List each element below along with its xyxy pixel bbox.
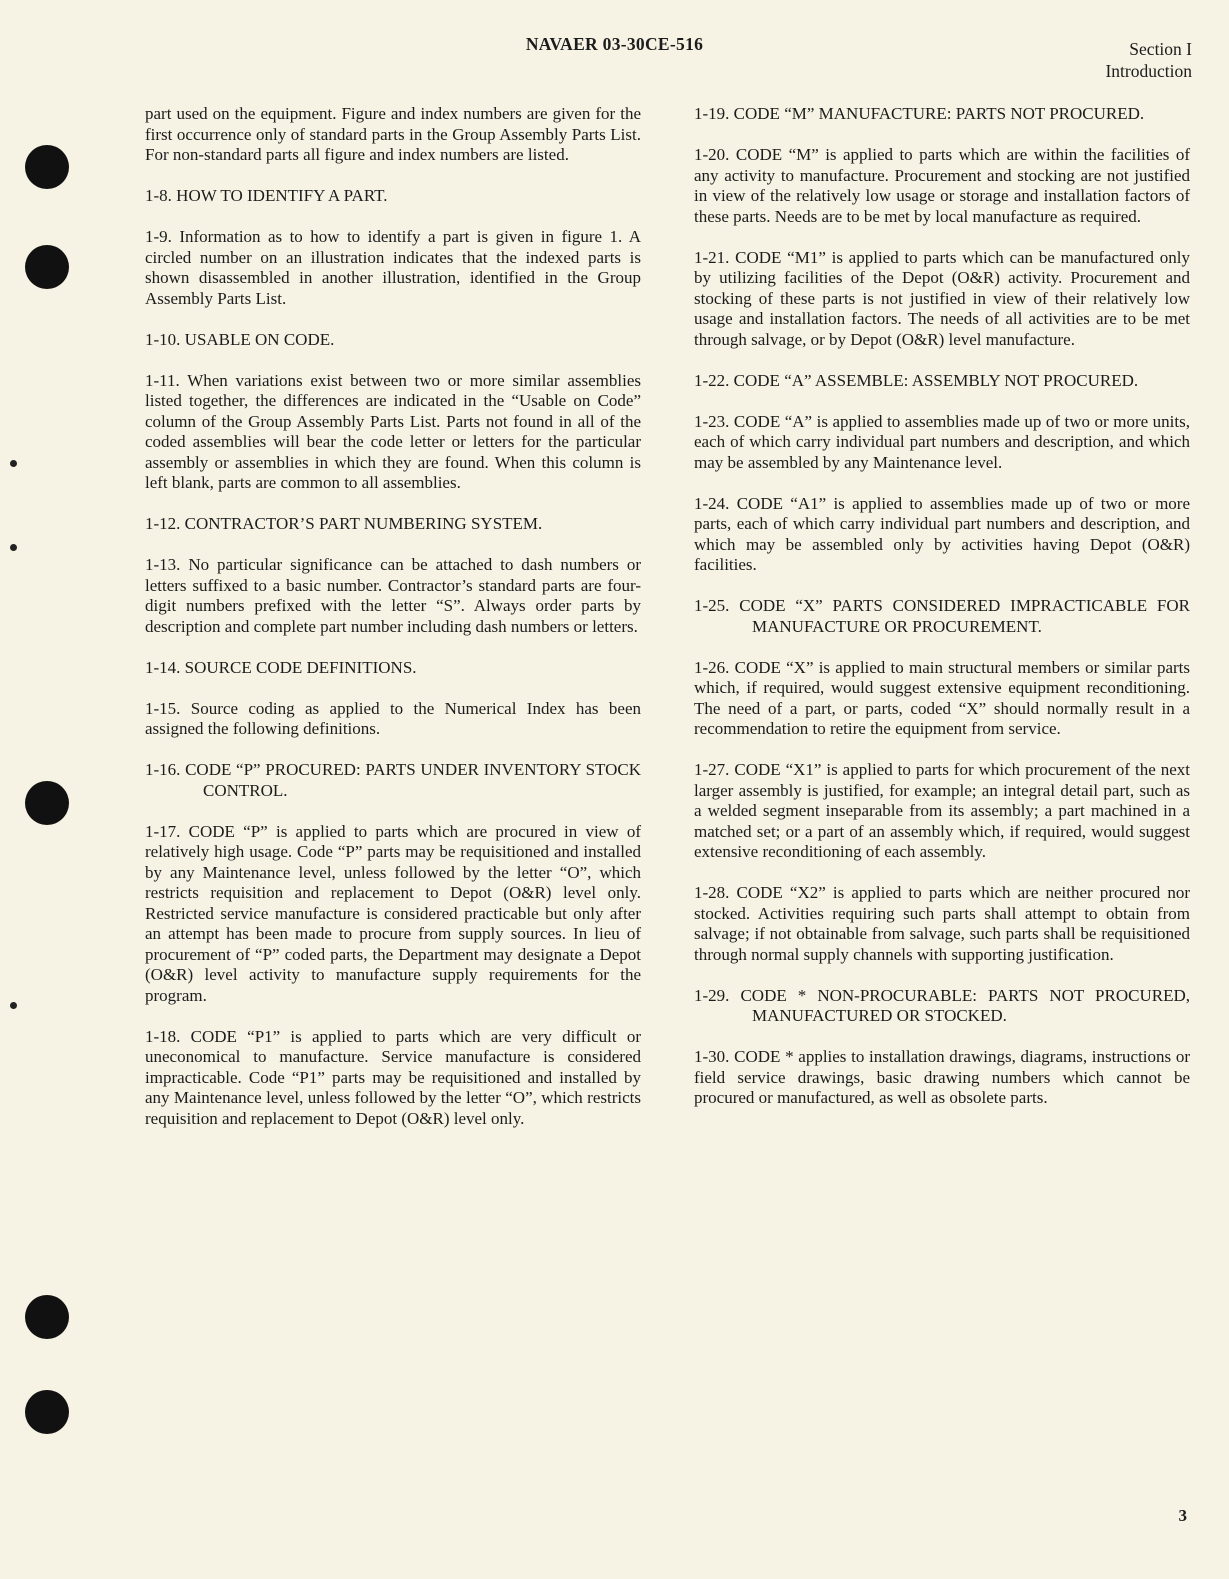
binder-hole bbox=[25, 1390, 69, 1434]
section-title: Introduction bbox=[1105, 61, 1192, 81]
section-label: Section I bbox=[1129, 39, 1192, 59]
section-heading: 1-29. CODE * NON-PROCURABLE: PARTS NOT PROCURED, MANUFACTURED OR STOCKED. bbox=[694, 985, 1190, 1025]
binder-hole bbox=[25, 245, 69, 289]
body-paragraph: 1-21. CODE “M1” is applied to parts which can be manufactured only by utilizing facilities of the Depot (O&R) activity. Procurement and stocking of these parts is not justified in view of their relatively low usage and installation factors. The needs of all activities are to be met through salvage, or by Depot (O&R) level manufacture. bbox=[694, 247, 1190, 349]
body-paragraph: 1-17. CODE “P” is applied to parts which are procured in view of relatively high usage. Code “P” parts may be requisitioned and installed by any Maintenance level, unless followed by the letter “O”, which restricts requisition and replacement to Depot (O&R) level only. Restricted service manufacture is considered practicable but only after an attempt has been made to procure from supply sources. In lieu of procurement of “P” coded parts, the Department may designate a Depot (O&R) level activity to manufacture supply requirements for the program. bbox=[145, 821, 641, 1005]
document-number: NAVAER 03-30CE-516 bbox=[525, 34, 704, 54]
section-heading: 1-16. CODE “P” PROCURED: PARTS UNDER INVENTORY STOCK CONTROL. bbox=[145, 760, 641, 800]
body-paragraph: 1-28. CODE “X2” is applied to parts which are neither procured nor stocked. Activities requiring such parts shall attempt to obtain from salvage; if not obtainable from salvage, such parts shall be requisitioned through normal supply channels with supporting justification. bbox=[694, 883, 1190, 964]
right-column bbox=[694, 104, 1190, 1129]
page-number: 3 bbox=[1178, 1506, 1187, 1525]
section-heading: 1-22. CODE “A” ASSEMBLE: ASSEMBLY NOT PROCURED. bbox=[694, 370, 1139, 390]
body-paragraph: 1-15. Source coding as applied to the Numerical Index has been assigned the following definitions. bbox=[145, 698, 641, 738]
body-paragraph: 1-20. CODE “M” is applied to parts which are within the facilities of any activity to manufacture. Procurement and stocking are not justified in view of the relatively low usage or storage and installation factors of these parts. Needs are to be met by local manufacture as required. bbox=[694, 145, 1190, 226]
left-column bbox=[145, 104, 641, 1150]
section-heading: 1-8. HOW TO IDENTIFY A PART. bbox=[145, 186, 388, 205]
body-paragraph: part used on the equipment. Figure and index numbers are given for the first occurrence only of standard parts in the Group Assembly Parts List. For non-standard parts all figure and index numbers are listed. bbox=[145, 104, 641, 164]
binder-hole bbox=[25, 1295, 69, 1339]
section-heading: 1-12. CONTRACTOR’S PART NUMBERING SYSTEM. bbox=[145, 514, 543, 533]
section-header bbox=[1105, 38, 1192, 82]
body-paragraph: 1-23. CODE “A” is applied to assemblies made up of two or more units, each of which carry individual part numbers and description, and which may be assembled by any Maintenance level. bbox=[694, 411, 1190, 472]
binder-hole bbox=[25, 781, 69, 825]
body-paragraph: 1-9. Information as to how to identify a part is given in figure 1. A circled number on an illustration indicates that the indexed parts is shown disassembled in another illustration, identified in the Group Assembly Parts List. bbox=[145, 227, 641, 308]
body-paragraph: 1-11. When variations exist between two or more similar assemblies listed together, the differences are indicated in the “Usable on Code” column of the Group Assembly Parts List. Parts not found in all of the coded assemblies will bear the code letter or letters for the particular assembly or assemblies in which they are found. When this column is left blank, parts are common to all assemblies. bbox=[145, 370, 641, 492]
body-paragraph: 1-27. CODE “X1” is applied to parts for which procurement of the next larger assembly is justified, for example; an integral detail part, such as a welded segment inseparable from its assembly; a part machined in a matched set; or a part of an assembly which, if required, would suggest extensive reconditioning of each assembly. bbox=[694, 760, 1190, 861]
section-heading: 1-14. SOURCE CODE DEFINITIONS. bbox=[145, 657, 417, 677]
body-paragraph: 1-13. No particular significance can be attached to dash numbers or letters suffixed to a basic number. Contractor’s standard parts are four-digit numbers prefixed with the letter “S”. Always order parts by description and complete part number including dash numbers or letters. bbox=[145, 555, 641, 636]
body-paragraph: 1-26. CODE “X” is applied to main structural members or similar parts which, if required, would suggest extensive equipment reconditioning. The need of a part, or parts, coded “X” should normally result in a recommendation to retire the equipment from service. bbox=[694, 657, 1190, 738]
binder-hole bbox=[25, 145, 69, 189]
section-heading: 1-25. CODE “X” PARTS CONSIDERED IMPRACTICABLE FOR MANUFACTURE OR PROCUREMENT. bbox=[694, 596, 1190, 636]
section-heading: 1-10. USABLE ON CODE. bbox=[145, 329, 335, 349]
body-paragraph: 1-24. CODE “A1” is applied to assemblies made up of two or more parts, each of which carry individual part numbers and description, and which may be assembled only by activities having Depot (O&R) facilities. bbox=[694, 493, 1190, 574]
margin-mark bbox=[10, 544, 17, 551]
margin-mark bbox=[10, 1002, 17, 1009]
body-paragraph: 1-30. CODE * applies to installation drawings, diagrams, instructions or field service drawings, basic drawing numbers which cannot be procured or manufactured, as well as obsolete parts. bbox=[694, 1047, 1190, 1107]
section-heading: 1-19. CODE “M” MANUFACTURE: PARTS NOT PROCURED. bbox=[694, 104, 1145, 123]
margin-mark bbox=[10, 460, 17, 467]
body-paragraph: 1-18. CODE “P1” is applied to parts which are very difficult or uneconomical to manufacture. Service manufacture is considered impracticable. Code “P1” parts may be requisitioned and installed by any Maintenance level, unless followed by the letter “O”, which restricts requisition and replacement to Depot (O&R) level only. bbox=[145, 1026, 641, 1128]
